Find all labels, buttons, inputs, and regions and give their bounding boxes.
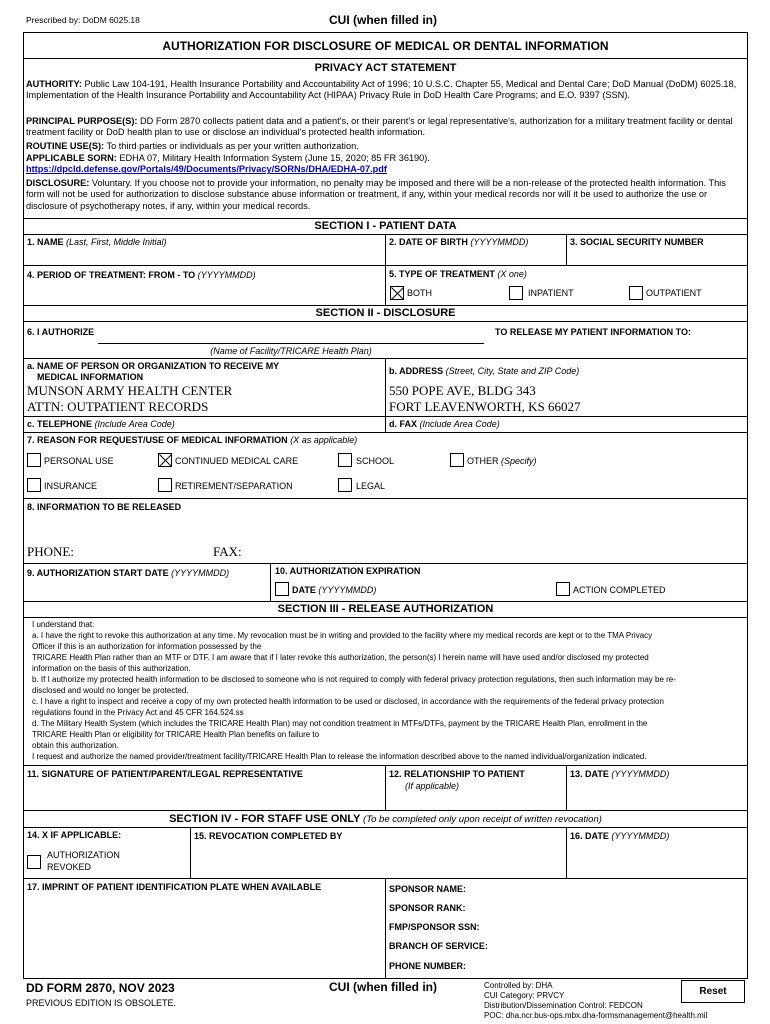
section-4-heading: SECTION IV - FOR STAFF USE ONLY (To be completed only upon receipt of written revocation) bbox=[169, 813, 602, 825]
authorization-revoked-label-1: AUTHORIZATION bbox=[47, 850, 120, 860]
imprint-label: 17. IMPRINT OF PATIENT IDENTIFICATION PLATE WHEN AVAILABLE bbox=[27, 882, 322, 892]
reason-label: 7. REASON FOR REQUEST/USE OF MEDICAL INFORMATION (X as applicable) bbox=[27, 435, 358, 445]
routine-paragraph: ROUTINE USE(S): To third parties or individuals as per your written authorization. bbox=[26, 141, 359, 151]
outpatient-checkbox[interactable] bbox=[629, 286, 643, 300]
reset-button[interactable]: Reset bbox=[681, 980, 745, 1003]
start-date-label: 9. AUTHORIZATION START DATE (YYYYMMDD) bbox=[27, 568, 230, 578]
dob-label: 2. DATE OF BIRTH (YYYYMMDD) bbox=[389, 237, 529, 247]
distribution-control: Distribution/Dissemination Control: FEDCON bbox=[484, 1001, 643, 1010]
name-label: 1. NAME (Last, First, Middle Initial) bbox=[27, 237, 167, 247]
disclosure-paragraph: DISCLOSURE: Voluntary. If you choose not to provide your information, no penalty may be imposed and there will be a non-release of the protected health information. This form will not be used for authorization to disclose substance abuse information or treatment, if any, within your medical records nor will it be used to authorize the use or disclosure of psychotherapy notes, if any, within your medical records. bbox=[26, 178, 726, 211]
outpatient-label: OUTPATIENT bbox=[646, 288, 702, 298]
relationship-label: 12. RELATIONSHIP TO PATIENT bbox=[389, 769, 525, 779]
branch-label: BRANCH OF SERVICE: bbox=[389, 941, 488, 951]
cui-header: CUI (when filled in) bbox=[329, 13, 437, 27]
recipient-name-line-2[interactable]: ATTN: OUTPATIENT RECORDS bbox=[27, 399, 209, 414]
inpatient-label: INPATIENT bbox=[528, 288, 574, 298]
x-if-applicable-label: 14. X IF APPLICABLE: bbox=[27, 830, 122, 840]
action-completed-label: ACTION COMPLETED bbox=[573, 585, 666, 595]
privacy-heading: PRIVACY ACT STATEMENT bbox=[314, 62, 457, 74]
ssn-label: 3. SOCIAL SECURITY NUMBER bbox=[570, 237, 704, 247]
revocation-by-label: 15. REVOCATION COMPLETED BY bbox=[194, 831, 343, 841]
prescribed-by: Prescribed by: DoDM 6025.18 bbox=[26, 15, 140, 25]
expiration-label: 10. AUTHORIZATION EXPIRATION bbox=[275, 566, 421, 576]
phone-number-label: PHONE NUMBER: bbox=[389, 961, 467, 971]
personal-use-checkbox[interactable] bbox=[27, 453, 41, 467]
address-line-1[interactable]: 550 POPE AVE, BLDG 343 bbox=[389, 383, 536, 398]
controlled-by: Controlled by: DHA bbox=[484, 981, 553, 990]
both-label: BOTH bbox=[407, 288, 433, 298]
sponsor-rank-label: SPONSOR RANK: bbox=[389, 903, 466, 913]
school-label: SCHOOL bbox=[356, 456, 395, 466]
section-1-heading: SECTION I - PATIENT DATA bbox=[314, 220, 457, 232]
recipient-name-line-1[interactable]: MUNSON ARMY HEALTH CENTER bbox=[27, 383, 233, 398]
other-label: OTHER (Specify) bbox=[467, 456, 537, 466]
action-completed-checkbox[interactable] bbox=[556, 582, 570, 596]
previous-edition: PREVIOUS EDITION IS OBSOLETE. bbox=[26, 998, 177, 1008]
other-checkbox[interactable] bbox=[450, 453, 464, 467]
sponsor-name-label: SPONSOR NAME: bbox=[389, 884, 467, 894]
recipient-name-label-2: MEDICAL INFORMATION bbox=[37, 372, 144, 382]
legal-label: LEGAL bbox=[356, 481, 386, 491]
treatment-type-label: 5. TYPE OF TREATMENT (X one) bbox=[389, 269, 527, 279]
cui-category: CUI Category: PRVCY bbox=[484, 991, 565, 1000]
section-2-heading: SECTION II - DISCLOSURE bbox=[315, 307, 456, 319]
authorization-revoked-checkbox[interactable] bbox=[27, 855, 41, 869]
legal-checkbox[interactable] bbox=[338, 478, 352, 492]
both-checkbox[interactable] bbox=[390, 286, 404, 300]
purpose-paragraph: PRINCIPAL PURPOSE(S): DD Form 2870 collects patient data and a patient's, or their parent's or legal representative's, authorization for a military treatment facility or dental treatment facility or DoD health plan to use or disclose an individual's protected health information. bbox=[26, 116, 733, 138]
recipient-name-label: a. NAME OF PERSON OR ORGANIZATION TO RECEIVE MY bbox=[27, 361, 280, 371]
telephone-label: c. TELEPHONE (Include Area Code) bbox=[27, 419, 175, 429]
school-checkbox[interactable] bbox=[338, 453, 352, 467]
section-3-heading: SECTION III - RELEASE AUTHORIZATION bbox=[277, 603, 494, 615]
personal-use-label: PERSONAL USE bbox=[44, 456, 114, 466]
form-title: AUTHORIZATION FOR DISCLOSURE OF MEDICAL OR DENTAL INFORMATION bbox=[162, 39, 609, 53]
continued-care-checkbox[interactable] bbox=[158, 453, 172, 467]
address-line-2[interactable]: FORT LEAVENWORTH, KS 66027 bbox=[389, 399, 581, 414]
cui-footer: CUI (when filled in) bbox=[329, 980, 437, 994]
signature-label: 11. SIGNATURE OF PATIENT/PARENT/LEGAL REPRESENTATIVE bbox=[27, 769, 303, 779]
address-label: b. ADDRESS (Street, City, State and ZIP Code) bbox=[389, 366, 580, 376]
insurance-checkbox[interactable] bbox=[27, 478, 41, 492]
sorn-link[interactable]: https://dpcld.defense.gov/Portals/49/Documents/Privacy/SORNs/DHA/EDHA-07.pdf bbox=[26, 164, 387, 175]
period-label: 4. PERIOD OF TREATMENT: FROM - TO (YYYYMMDD) bbox=[27, 270, 256, 280]
fax-label: d. FAX (Include Area Code) bbox=[389, 419, 500, 429]
authorization-revoked-label-2: REVOKED bbox=[47, 862, 92, 872]
info-released-label: 8. INFORMATION TO BE RELEASED bbox=[27, 502, 182, 512]
authority-paragraph: AUTHORITY: Public Law 104-191, Health Insurance Portability and Accountability Act of 1996; 10 U.S.C. Chapter 55, Medical and Dental Care; DoD Manual (DoDM) 6025.18, Implementation of the Health Insurance Portability and Accountability Act (HIPAA) Privacy Rule in DoD Health Care Programs; and E.O. 9397 (SSN). bbox=[26, 79, 737, 101]
form-number: DD FORM 2870, NOV 2023 bbox=[26, 981, 175, 995]
fax-text[interactable]: FAX: bbox=[213, 544, 242, 559]
facility-hint: (Name of Facility/TRICARE Health Plan) bbox=[210, 346, 372, 356]
signature-date-label: 13. DATE (YYYYMMDD) bbox=[570, 769, 670, 779]
insurance-label: INSURANCE bbox=[44, 481, 98, 491]
expiration-date-label: DATE (YYYYMMDD) bbox=[292, 585, 377, 595]
fmp-ssn-label: FMP/SPONSOR SSN: bbox=[389, 922, 480, 932]
inpatient-checkbox[interactable] bbox=[509, 286, 523, 300]
retirement-label: RETIREMENT/SEPARATION bbox=[175, 481, 293, 491]
retirement-checkbox[interactable] bbox=[158, 478, 172, 492]
to-release-label: TO RELEASE MY PATIENT INFORMATION TO: bbox=[495, 327, 692, 337]
continued-care-label: CONTINUED MEDICAL CARE bbox=[175, 456, 299, 466]
phone-text[interactable]: PHONE: bbox=[27, 544, 74, 559]
poc-email: POC: dha.ncr.bus-ops.mbx.dha-formsmanagement@health.mil bbox=[484, 1011, 708, 1020]
authorize-label: 6. I AUTHORIZE bbox=[27, 327, 95, 337]
revocation-date-label: 16. DATE (YYYYMMDD) bbox=[570, 831, 670, 841]
sorn-paragraph: APPLICABLE SORN: EDHA 07, Military Health Information System (June 15, 2020; 85 FR 36190). https://dpcld.defense.gov/Portals/49/Documents/Privacy/SORNs/DHA/EDHA-07.pdf bbox=[26, 153, 430, 175]
relationship-hint: (If applicable) bbox=[405, 781, 460, 791]
expiration-date-checkbox[interactable] bbox=[275, 582, 289, 596]
